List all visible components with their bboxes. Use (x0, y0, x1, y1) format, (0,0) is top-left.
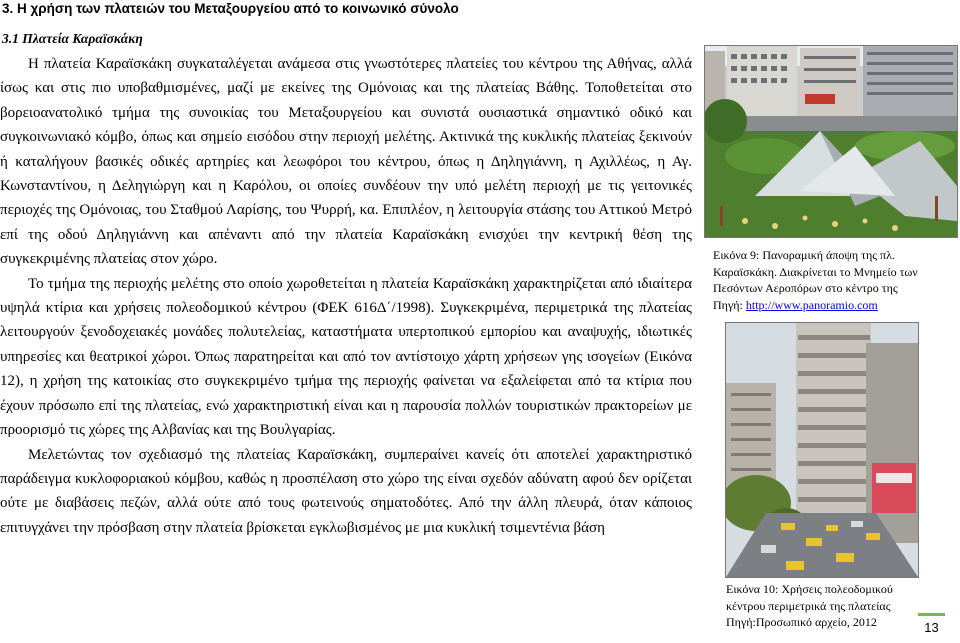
figure-10-source: Πηγή:Προσωπικό αρχείο, 2012 (726, 615, 877, 630)
page-number: 13 (918, 613, 945, 637)
paragraph: Μελετώντας τον σχεδιασμό της πλατείας Καραϊσκάκη, συμπεραίνει κανείς ότι αποτελεί χαρακτηριστικό παράδειγμα κυκλοφοριακού κόμβου, καθώς η προσπέλαση στο χώρο της είναι σχεδόν αδύνατη αφού δεν ορίζεται ούτε με διαβάσεις πεζών, αλλά ούτε από τους φωτεινούς σηματοδότες. Από την άλλη πλευρά, όταν κάποιος επιτυγχάνει την πρόσβαση στην πλατεία βρίσκεται εγκλωβισμένος με μια κυκλική τσιμεντένια βάση (0, 446, 692, 536)
subsection-heading: 3.1 Πλατεία Καραϊσκάκη (2, 31, 143, 46)
figure-9-source-label: Πηγή: (713, 297, 746, 312)
figure-10-caption-text: Εικόνα 10: Χρήσεις πολεοδομικού κέντρου περιμετρικά της πλατείας (726, 582, 893, 613)
figure-9-source-link[interactable]: http://www.panoramio.com (745, 297, 878, 312)
body-text (0, 52, 692, 540)
square-panorama-photo (704, 45, 958, 238)
section-heading: 3. Η χρήση των πλατειών του Μεταξουργείου από το κοινωνικό σύνολο (2, 1, 459, 16)
paragraph: Το τμήμα της περιοχής μελέτης στο οποίο χωροθετείται η πλατεία Καραϊσκάκη χαρακτηρίζεται από ιδιαίτερα υψηλά κτίρια και χρήσεις πολεοδομικού κέντρου (ΦΕΚ 616Δ΄/1998). Συγκεκριμένα, περιμετρικά της πλατείας λειτουργούν ξενοδοχειακές μονάδες πολυτελείας, καταστήματα υπερτοπικού εμπορίου και αναψυχής, ιδιωτικές υπηρεσίες και θεατρικοί χώροι. Όπως παρατηρείται και από τον αντίστοιχο χάρτη χρήσεων γης ισογείων (Εικόνα 12), η χρήση της κατοικίας στο συγκεκριμένο τμήμα της περιοχής φαίνεται να εξαλείφεται από τα κτίρια που έχουν πρόσωπο επί της πλατείας, ενώ χαρακτηριστική είναι και η παρουσία πολλών τουριστικών πρακτορείων με προορισμό τις χώρες της Αλβανίας και της Βουλγαρίας. (0, 275, 692, 439)
perimeter-buildings-photo (725, 322, 919, 578)
figure-9-caption (713, 247, 958, 313)
figure-9-caption-text: Εικόνα 9: Πανοραμική άποψη της πλ. Καραϊσκάκη. Διακρίνεται το Μνημείο των Πεσόντων Αεροπόρων στο κέντρο της (713, 248, 918, 296)
figure-10-caption (726, 581, 926, 631)
paragraph: Η πλατεία Καραϊσκάκη συγκαταλέγεται ανάμεσα στις γνωστότερες πλατείες του κέντρου της Αθήνας, αλλά ίσως και στις πιο υποβαθμισμένες, μαζί με εκείνες της Ομόνοιας και της πλατείας Βάθης. Τοποθετείται στο βορειοανατολικό τμήμα της συνοικίας του Μεταξουργείου και συνιστά ουσιαστικά σημαντικό οδικό και συγκοινωνιακό κόμβο, όπως και σημείο εισόδου στην περιοχή μελέτης. Ακτινικά της κυκλικής πλατείας ξεκινούν ή καταλήγουν βασικές οδικές αρτηρίες και λεωφόροι του κέντρου, όπως η Δηληγιάννη, η Αχιλλέως, η Αγ. Κωνσταντίνου, η Δεληγιώργη και η Καρόλου, οι οποίες συνδέουν την υπό μελέτη περιοχή με τις γειτονικές περιοχές της Ομόνοιας, του Σταθμού Λαρίσης, του Ψυρρή, κα. Επιπλέον, η λειτουργία στάσης του Αττικού Μετρό επί της οδού Δηληγιάννη και απέναντι από την πλατεία Καραϊσκάκη ενισχύει την κεντρική θέση της συγκεκριμένης πλατείας στον χώρο. (0, 56, 692, 268)
